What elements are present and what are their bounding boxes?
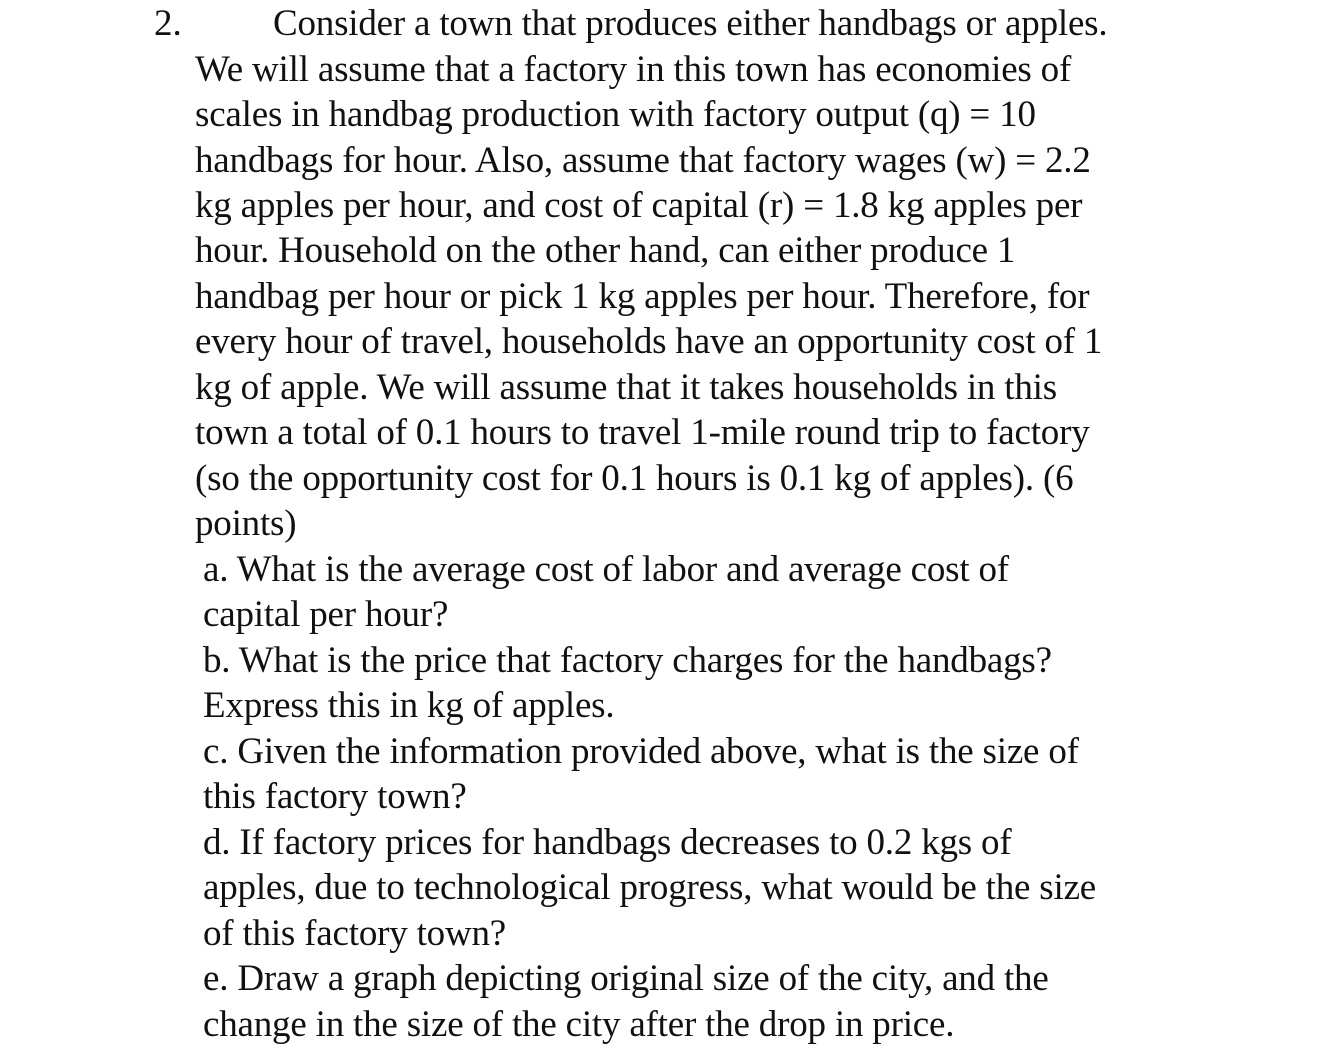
question-text-line: Consider a town that produces either handbags or apples.	[273, 3, 1108, 44]
subquestion-text-line: capital per hour?	[203, 594, 449, 635]
question-text-line: We will assume that a factory in this town has economies of	[195, 49, 1072, 90]
subquestion-text-line: e. Draw a graph depicting original size of the city, and the	[203, 958, 1049, 999]
subquestion-text-line: b. What is the price that factory charges for the handbags?	[203, 640, 1052, 681]
question-text-line: (so the opportunity cost for 0.1 hours is 0.1 kg of apples). (6	[195, 458, 1074, 499]
subquestion-text-line: change in the size of the city after the drop in price.	[203, 1004, 955, 1045]
question-number: 2.	[154, 3, 182, 44]
subquestion-text-line: d. If factory prices for handbags decreases to 0.2 kgs of	[203, 822, 1012, 863]
question-text-line: kg apples per hour, and cost of capital (r) = 1.8 kg apples per	[195, 185, 1083, 226]
subquestion-text-line: apples, due to technological progress, what would be the size	[203, 867, 1097, 908]
question-text-line: hour. Household on the other hand, can either produce 1	[195, 230, 1016, 271]
subquestion-text-line: this factory town?	[203, 776, 467, 817]
question-text-line: points)	[195, 503, 297, 544]
question-text-line: every hour of travel, households have an opportunity cost of 1	[195, 321, 1103, 362]
subquestion-text-line: of this factory town?	[203, 913, 507, 954]
question-text-line: handbag per hour or pick 1 kg apples per hour. Therefore, for	[195, 276, 1090, 317]
question-text-line: handbags for hour. Also, assume that factory wages (w) = 2.2	[195, 140, 1091, 181]
question-text-line: scales in handbag production with factory output (q) = 10	[195, 94, 1036, 135]
subquestion-text-line: c. Given the information provided above, what is the size of	[203, 731, 1079, 772]
question-text-line: town a total of 0.1 hours to travel 1-mile round trip to factory	[195, 412, 1090, 453]
question-text-line: kg of apple. We will assume that it takes households in this	[195, 367, 1057, 408]
subquestion-text-line: Express this in kg of apples.	[203, 685, 615, 726]
subquestion-text-line: a. What is the average cost of labor and average cost of	[203, 549, 1009, 590]
